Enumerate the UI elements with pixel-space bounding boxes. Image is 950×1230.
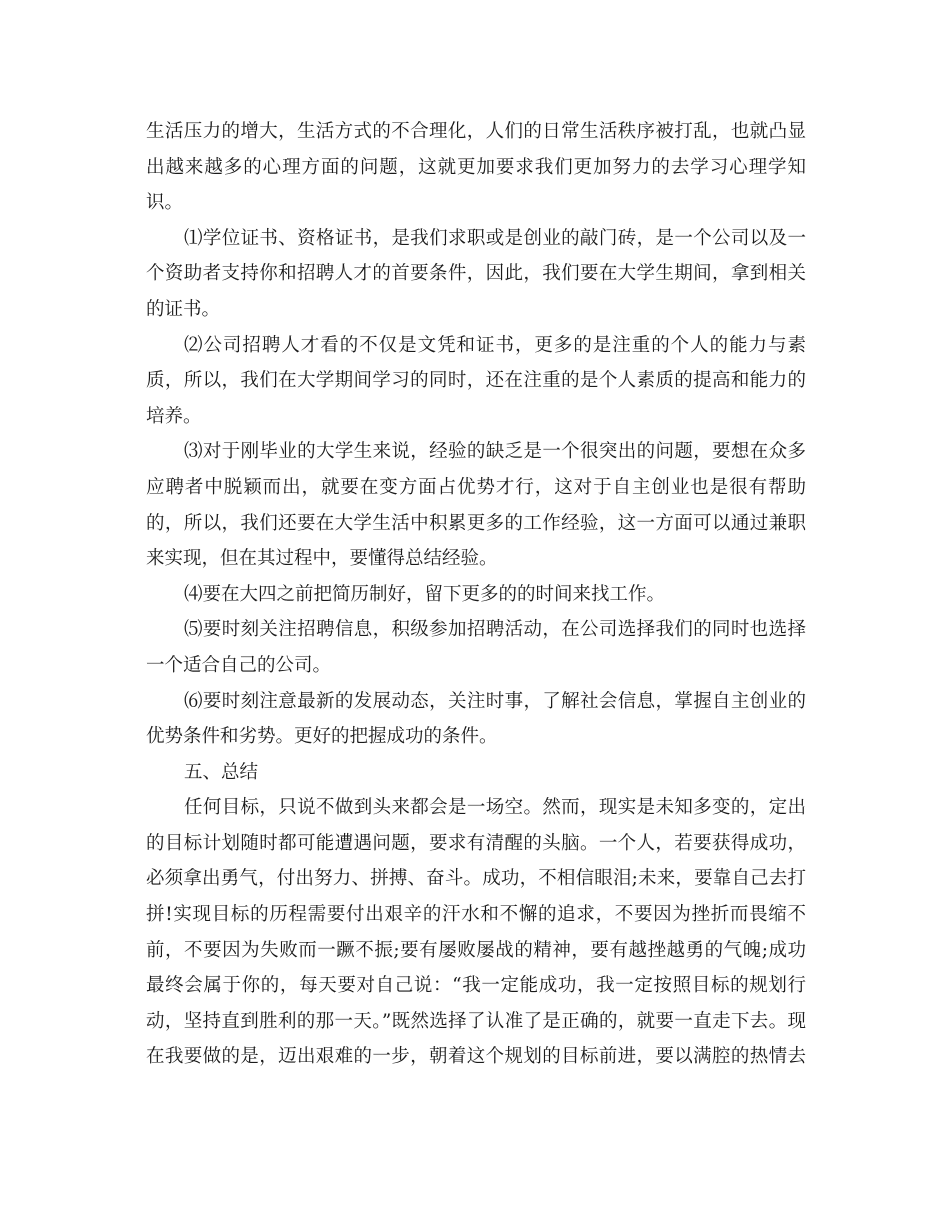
text-line: 在我要做的是，迈出艰难的一步，朝着这个规划的目标前进，要以满腔的热情去 xyxy=(146,1046,806,1068)
text-line: 优势条件和劣势。更好的把握成功的条件。 xyxy=(146,726,498,748)
text-line: 一个适合自己的公司。 xyxy=(146,654,332,676)
text-line: 来实现，但在其过程中，要懂得总结经验。 xyxy=(146,548,498,570)
text-line: 的证书。 xyxy=(146,298,221,320)
text-line: 生活压力的增大，生活方式的不合理化，人们的日常生活秩序被打乱，也就凸显 xyxy=(146,121,806,142)
text-line: 必须拿出勇气，付出努力、拼搏、奋斗。成功，不相信眼泪;未来，要靠自己去打 xyxy=(146,868,806,890)
text-line: ⑸要时刻关注招聘信息，积级参加招聘活动，在公司选择我们的同时也选择 xyxy=(184,619,806,641)
text-line: 培养。 xyxy=(146,405,202,427)
text-line: 个资助者支持你和招聘人才的首要条件，因此，我们要在大学生期间，拿到相关 xyxy=(146,263,806,285)
text-line: ⑵公司招聘人才看的不仅是文凭和证书，更多的是注重的个人的能力与素 xyxy=(184,334,806,356)
text-line: ⑴学位证书、资格证书，是我们求职或是创业的敲门砖，是一个公司以及一 xyxy=(184,227,806,249)
text-line: 拼!实现目标的历程需要付出艰辛的汗水和不懈的追求，不要因为挫折而畏缩不 xyxy=(146,904,806,926)
text-line: ⑹要时刻注意最新的发展动态，关注时事，了解社会信息，掌握自主创业的 xyxy=(184,690,806,712)
text-line: 任何目标，只说不做到头来都会是一场空。然而，现实是未知多变的，定出 xyxy=(184,797,806,819)
document-page xyxy=(146,114,806,1075)
text-line: ⑶对于刚毕业的大学生来说，经验的缺乏是一个很突出的问题，要想在众多 xyxy=(184,441,806,463)
text-line: ⑷要在大四之前把简历制好，留下更多的的时间来找工作。 xyxy=(184,583,666,605)
text-line: 出越来越多的心理方面的问题，这就更加要求我们更加努力的去学习心理学知 xyxy=(146,156,806,178)
text-line: 质，所以，我们在大学期间学习的同时，还在注重的是个人素质的提高和能力的 xyxy=(146,370,806,392)
text-line: 五、总结 xyxy=(184,761,259,783)
text-line: 的目标计划随时都可能遭遇问题，要求有清醒的头脑。一个人，若要获得成功， xyxy=(146,832,806,854)
text-line: 应聘者中脱颖而出，就要在变方面占优势才行，这对于自主创业也是很有帮助 xyxy=(146,476,806,498)
text-line: 最终会属于你的，每天要对自己说：“我一定能成功，我一定按照目标的规划行 xyxy=(146,975,806,997)
text-line: 识。 xyxy=(146,192,184,214)
text-line: 前，不要因为失败而一蹶不振;要有屡败屡战的精神，要有越挫越勇的气魄;成功 xyxy=(146,939,806,961)
text-line: 的，所以，我们还要在大学生活中积累更多的工作经验，这一方面可以通过兼职 xyxy=(146,512,806,534)
text-line: 动，坚持直到胜利的那一天。”既然选择了认准了是正确的，就要一直走下去。现 xyxy=(146,1010,806,1032)
